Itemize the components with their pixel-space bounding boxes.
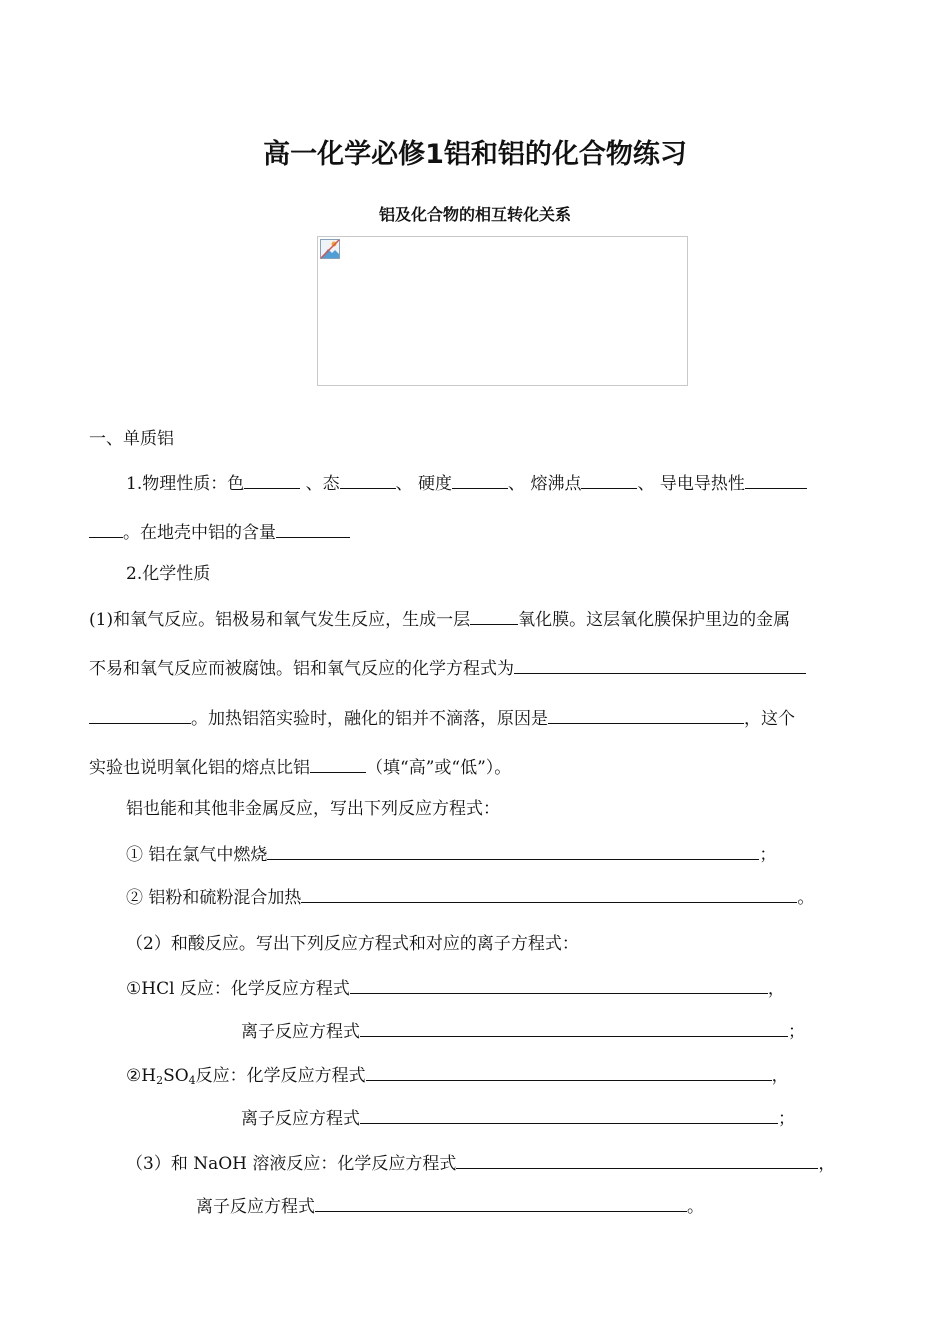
oxygen-reaction-line-1: (1)和氧气反应。铝极易和氧气发生反应，生成一层 氧化膜。这层氧化膜保护里边的金属 — [89, 606, 790, 631]
blank-h2so4-ionic[interactable] — [360, 1105, 778, 1124]
oxygen-reaction-line-4: 实验也说明氧化铝的熔点比铝 （填“高”或“低”）。 — [89, 754, 511, 779]
blank-chlorine-equation[interactable] — [267, 841, 759, 860]
physical-properties-line: 1.物理性质：色 、态 、 硬度 、 熔沸点 、 导电导热性 — [126, 470, 807, 495]
crust-content-line: 。在地壳中铝的含量 — [89, 519, 350, 544]
blank-high-low[interactable] — [310, 754, 366, 773]
blank-conductivity-cont[interactable] — [89, 519, 123, 538]
blank-melting-point[interactable] — [581, 470, 637, 489]
sulfur-reaction-line: ② 铝粉和硫粉混合加热 。 — [126, 884, 814, 909]
blank-hcl-ionic[interactable] — [360, 1018, 788, 1037]
hcl-ionic-line: 离子反应方程式 ； — [241, 1018, 805, 1043]
blank-h2so4-equation[interactable] — [366, 1062, 772, 1081]
conversion-diagram-image — [317, 236, 688, 386]
naoh-ionic-line: 离子反应方程式 。 — [196, 1193, 704, 1218]
blank-naoh-ionic[interactable] — [315, 1193, 687, 1212]
chlorine-reaction-line: ① 铝在氯气中燃烧 ； — [126, 841, 776, 866]
blank-color[interactable] — [244, 470, 300, 489]
blank-sulfur-equation[interactable] — [301, 884, 797, 903]
blank-naoh-equation[interactable] — [456, 1150, 818, 1169]
blank-oxygen-equation[interactable] — [514, 655, 806, 674]
section-subtitle: 铝及化合物的相互转化关系 — [378, 205, 571, 224]
blank-reason[interactable] — [548, 705, 744, 724]
nonmetal-intro: 铝也能和其他非金属反应，写出下列反应方程式： — [126, 799, 500, 819]
blank-conductivity[interactable] — [745, 470, 807, 489]
naoh-equation-line: （3）和 NaOH 溶液反应：化学反应方程式 ， — [126, 1150, 835, 1175]
blank-crust-content[interactable] — [276, 519, 350, 538]
h2so4-equation-line: $②H_2SO_4$反应：化学反应方程式 ， — [126, 1062, 789, 1087]
broken-image-icon — [320, 239, 340, 259]
blank-oxide-film[interactable] — [470, 606, 518, 625]
blank-oxygen-equation-cont[interactable] — [89, 705, 191, 724]
oxygen-reaction-line-3: 。加热铝箔实验时，融化的铝并不滴落，原因是 ，这个 — [89, 705, 795, 730]
section-heading: 一、单质铝 — [89, 429, 174, 449]
blank-state[interactable] — [340, 470, 396, 489]
page-title: 高一化学必修1铝和铝的化合物练习 — [263, 139, 687, 170]
h2so4-ionic-line: 离子反应方程式 ； — [241, 1105, 795, 1130]
hcl-equation-line: ①HCl 反应：化学反应方程式 ， — [126, 975, 785, 1000]
acid-reaction-intro: （2）和酸反应。写出下列反应方程式和对应的离子方程式： — [126, 934, 579, 954]
oxygen-reaction-line-2: 不易和氧气反应而被腐蚀。铝和氧气反应的化学方程式为 — [89, 655, 806, 680]
blank-hardness[interactable] — [452, 470, 508, 489]
blank-hcl-equation[interactable] — [350, 975, 768, 994]
chemical-properties-heading: 2.化学性质 — [126, 564, 211, 584]
